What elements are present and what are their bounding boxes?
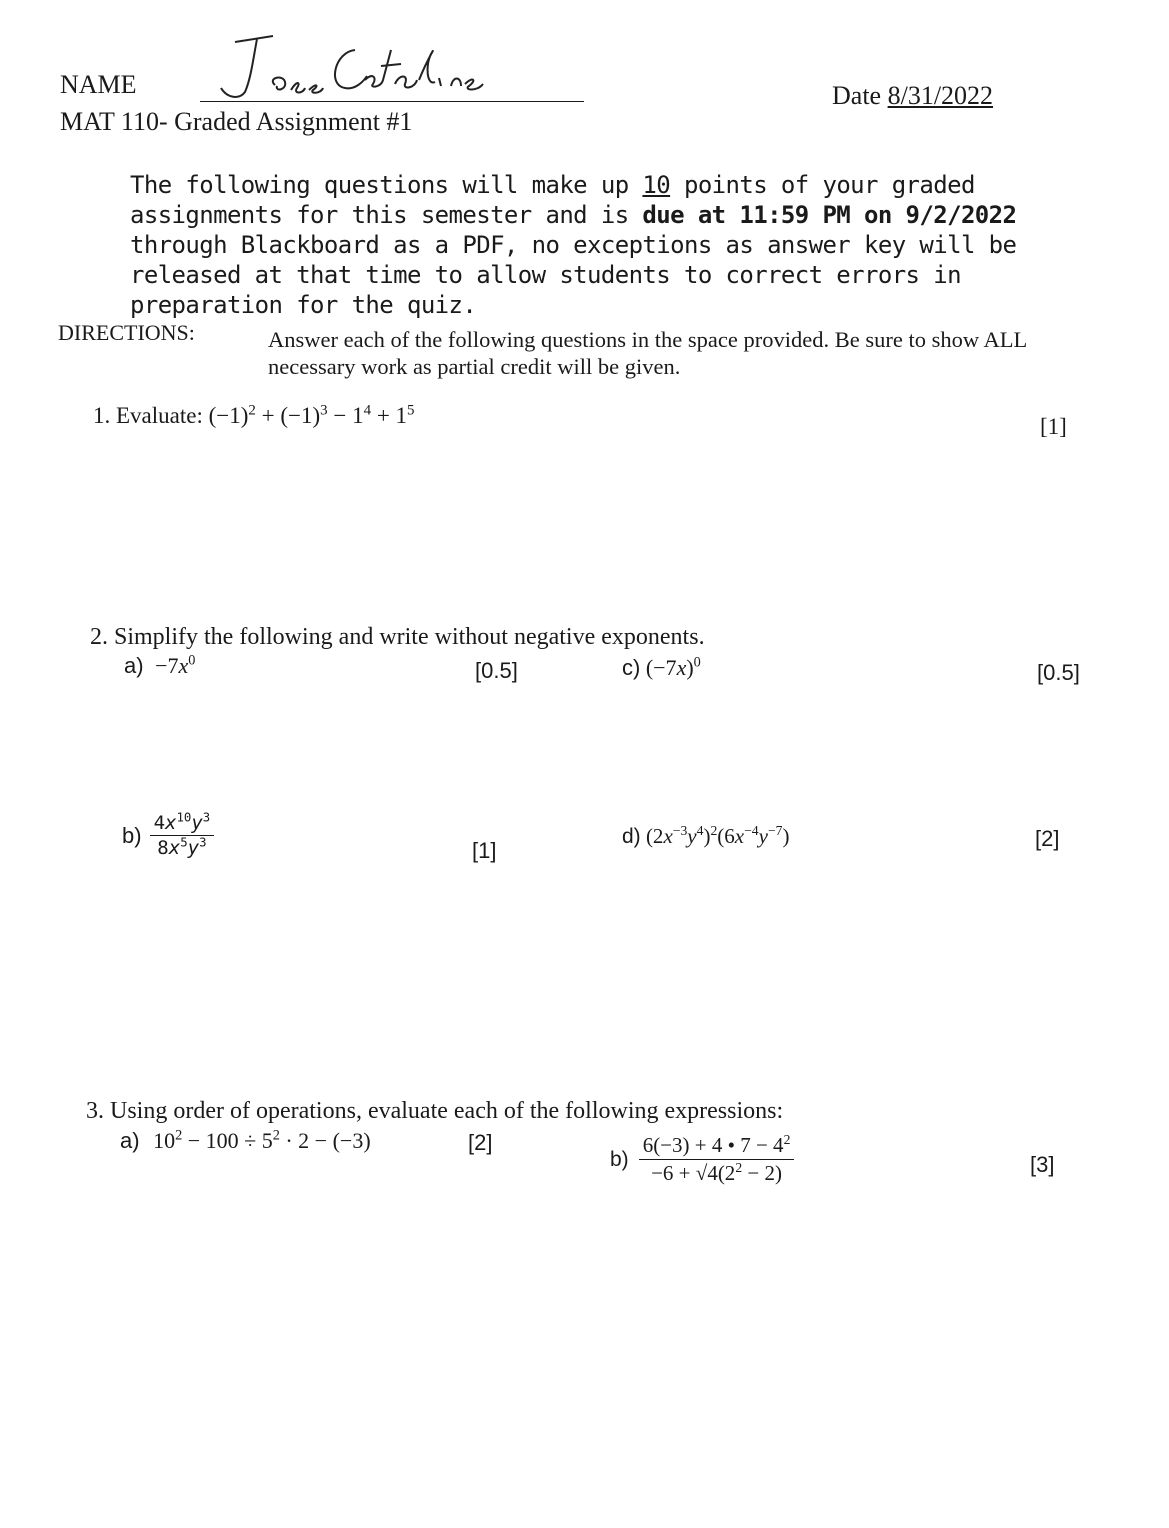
q3b — [610, 1133, 794, 1186]
q3a-expression: $10^2 - 100 \div 5^2 \cdot 2 - (-3)$ — [153, 1127, 371, 1153]
q2a-points: [0.5] — [475, 658, 518, 683]
intro-text-3: through Blackboard as a PDF, no exceptions as answer key will be released at that time to allow students to correct errors in preparation for the quiz. — [130, 231, 1017, 319]
q2b-points: [1] — [472, 838, 497, 863]
q3-prompt: Using order of operations, evaluate each of the following expressions: — [110, 1098, 784, 1124]
q1-expression: $(-1)^2 + (-1)^3 - 1^4 + 1^5$ — [208, 402, 415, 428]
directions-text: Answer each of the following questions in the space provided. Be sure to show ALL necessary work as partial credit will be given. — [268, 327, 1027, 379]
signature-text: Jesse Catalina — [205, 30, 211, 31]
q2a-expression: $-7x^0$ — [155, 652, 196, 678]
date-field — [832, 81, 993, 111]
q2c-expression: $(-7x)^0$ — [645, 654, 701, 680]
q3-number: 3. — [86, 1098, 104, 1124]
q1-prompt: Evaluate: — [116, 403, 203, 428]
q2c — [622, 655, 701, 681]
q2-number: 2. — [90, 624, 108, 650]
course-title: MAT 110- Graded Assignment #1 — [60, 107, 413, 136]
date-label: Date — [832, 81, 882, 110]
q3a-label: a) — [120, 1128, 140, 1153]
q2b-label: b) — [122, 822, 142, 848]
q2a-label: a) — [124, 653, 144, 678]
q2d — [622, 824, 789, 849]
q2d-label: d) — [622, 825, 641, 848]
question-3 — [86, 1098, 783, 1125]
intro-paragraph — [130, 170, 1120, 320]
question-1 — [93, 403, 415, 429]
name-label: NAME — [60, 70, 137, 99]
q2b-fraction: $\frac{4x^{10}y^3}{8x^5y^3}$ — [150, 812, 215, 859]
q1-number: 1. — [93, 403, 111, 428]
intro-points: 10 — [642, 171, 671, 199]
signature — [205, 30, 485, 110]
q3a — [120, 1128, 371, 1154]
q2a — [124, 653, 195, 679]
intro-text-2: points of your graded assignments for this semester and is — [130, 171, 975, 229]
due-date: due at 11:59 PM on 9/2/2022 — [642, 201, 1017, 229]
q1-points: [1] — [1040, 414, 1067, 439]
q2-prompt: Simplify the following and write without negative exponents. — [114, 624, 705, 650]
question-2 — [90, 624, 705, 651]
q3b-points: [3] — [1030, 1152, 1055, 1177]
q2c-points: [0.5] — [1037, 660, 1080, 685]
intro-text-1: The following questions will make up — [130, 171, 643, 199]
directions-label: DIRECTIONS: — [58, 320, 195, 345]
q3b-label: b) — [610, 1147, 629, 1171]
q2d-points: [2] — [1035, 826, 1060, 851]
q2c-label: c) — [622, 655, 641, 680]
q2d-expression: $(2x^{-3}y^4)^2(6x^{-4}y^{-7})$ — [645, 823, 790, 848]
q3a-points: [2] — [468, 1130, 493, 1155]
date-value: 8/31/2022 — [887, 81, 994, 110]
q3b-fraction: $\frac{6(-3) + 4 • 7 - 4^2}{-6 + √4(2^2 - 2)}$ — [639, 1133, 795, 1186]
q2b — [122, 812, 214, 859]
